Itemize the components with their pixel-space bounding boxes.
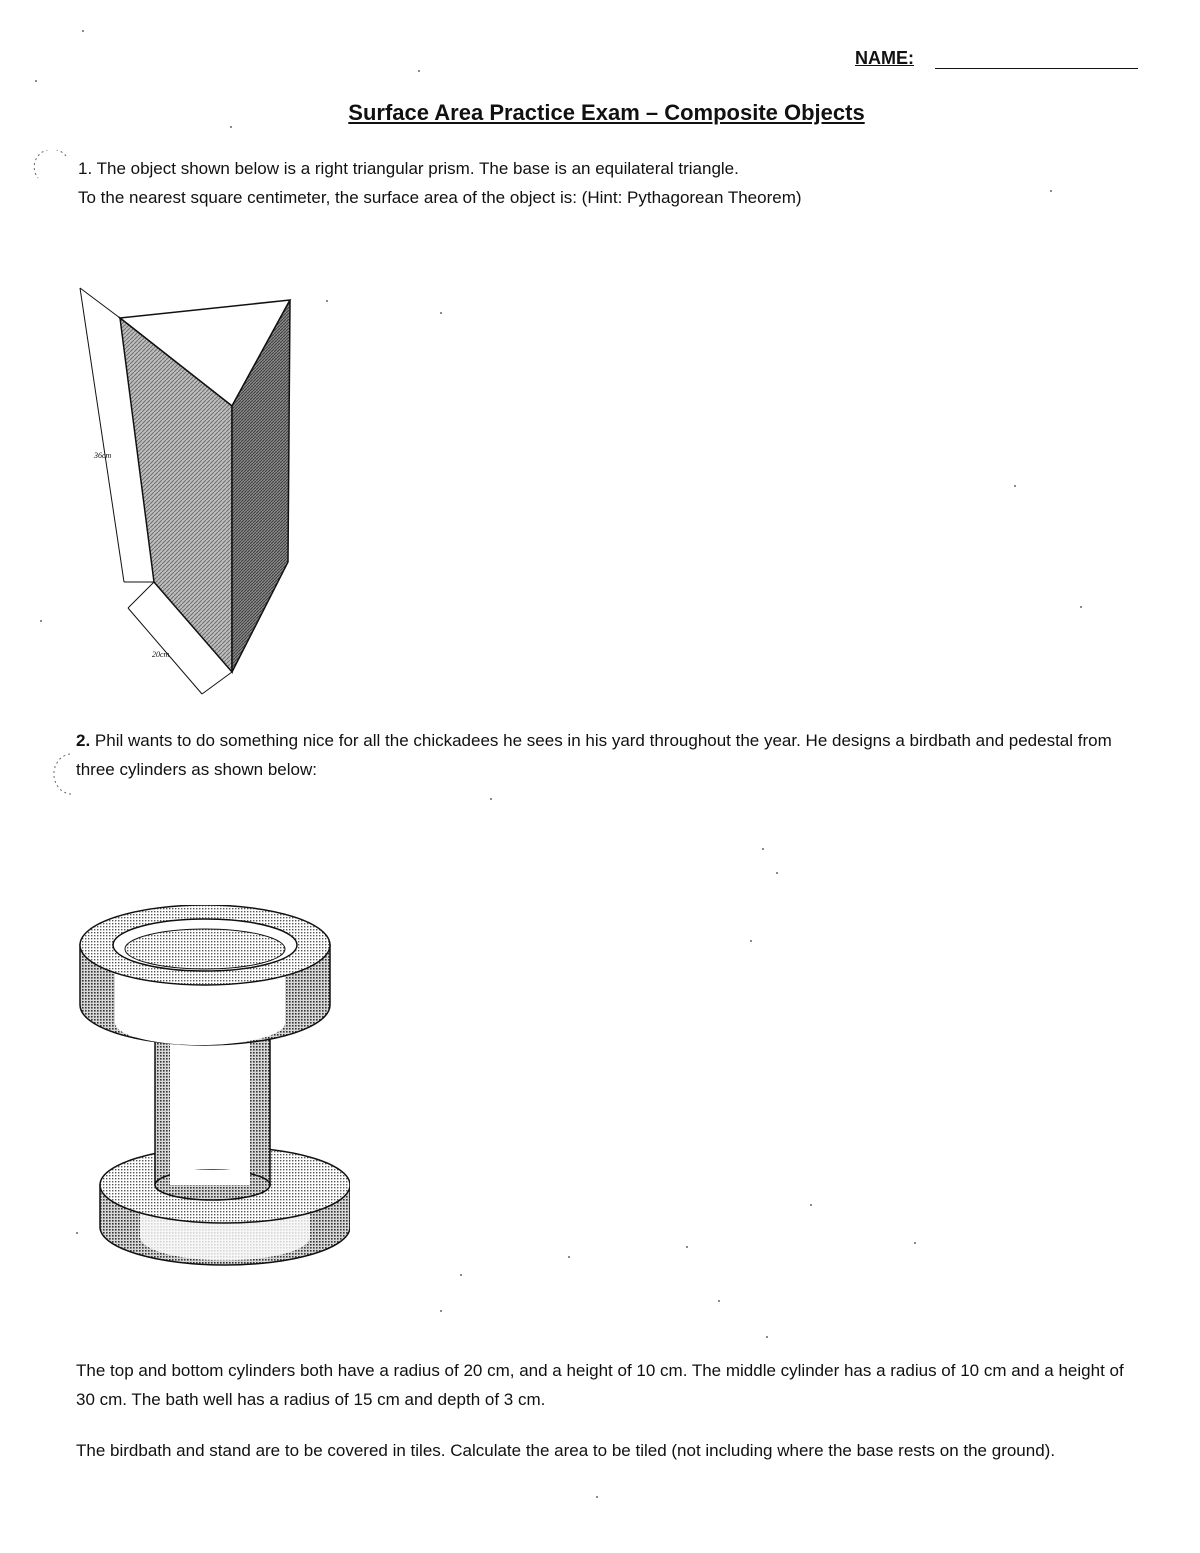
- name-label: NAME:: [855, 48, 914, 68]
- question-2-task: The birdbath and stand are to be covered in tiles. Calculate the area to be tiled (not including where the base rests on the ground).: [76, 1441, 1056, 1460]
- scan-speck: [596, 1496, 598, 1498]
- scan-speck: [76, 1232, 78, 1234]
- scan-speck: [776, 872, 778, 874]
- name-blank-line[interactable]: [935, 68, 1138, 69]
- triangular-prism-figure: [70, 280, 310, 710]
- scan-speck: [326, 300, 328, 302]
- scan-speck: [40, 620, 42, 622]
- question-2-details: The top and bottom cylinders both have a radius of 20 cm, and a height of 10 cm. The middle cylinder has a radius of 10 cm and a height of 30 cm. The bath well has a radius of 15 cm and depth of 3 cm.: [76, 1361, 1124, 1409]
- question-2-intro: [76, 726, 1136, 784]
- scan-speck: [766, 1336, 768, 1338]
- middle-cylinder: [155, 1025, 270, 1200]
- scan-speck: [1080, 606, 1082, 608]
- question-2: [76, 726, 1136, 784]
- scan-speck: [568, 1256, 570, 1258]
- question-2-number: 2.: [76, 731, 91, 750]
- scan-speck: [490, 798, 492, 800]
- scan-speck: [1050, 190, 1052, 192]
- scan-speck: [750, 940, 752, 942]
- scan-speck: [718, 1300, 720, 1302]
- scan-speck: [440, 1310, 442, 1312]
- question-2-intro-text: Phil wants to do something nice for all the chickadees he sees in his yard throughout the year. He designs a birdbath and pedestal from three cylinders as shown below:: [76, 731, 1112, 779]
- scan-speck: [82, 30, 84, 32]
- question-1-line-2: To the nearest square centimeter, the surface area of the object is: (Hint: Pythagorean Theorem): [78, 188, 802, 207]
- scan-speck: [686, 1246, 688, 1248]
- hole-punch-mark: [30, 748, 80, 808]
- question-1-number: 1.: [78, 159, 93, 178]
- scan-speck: [35, 80, 37, 82]
- question-1-text: The object shown below is a right triangular prism. The base is an equilateral triangle.: [96, 159, 739, 178]
- birdbath-figure: [70, 905, 350, 1285]
- scan-speck: [914, 1242, 916, 1244]
- scan-speck: [1014, 485, 1016, 487]
- scan-speck: [418, 70, 420, 72]
- top-cylinder: [80, 905, 330, 1045]
- page-title: Surface Area Practice Exam – Composite Objects: [348, 100, 865, 125]
- hole-punch-mark: [28, 150, 78, 190]
- scan-speck: [460, 1274, 462, 1276]
- scan-speck: [440, 312, 442, 314]
- height-label: 36cm: [94, 451, 112, 460]
- question-1: [78, 154, 1138, 212]
- base-label: 20cm: [152, 650, 170, 659]
- height-dimension-line: [80, 288, 124, 582]
- scan-speck: [230, 126, 232, 128]
- scan-speck: [810, 1204, 812, 1206]
- question-1-line-1: [78, 154, 1138, 183]
- scan-speck: [762, 848, 764, 850]
